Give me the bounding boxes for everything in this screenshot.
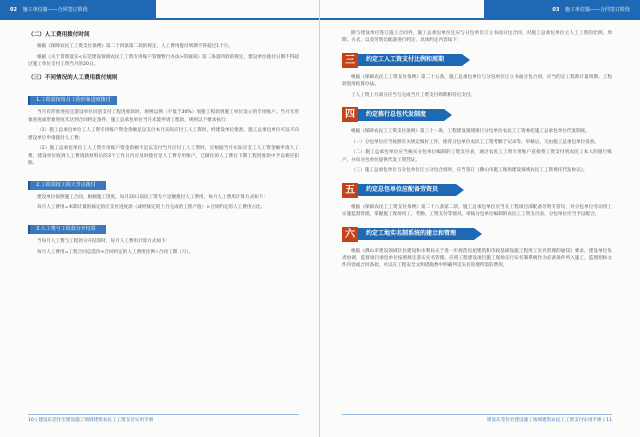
paragraph: 根据《保障农民工工资支付条例》第三十一条，工程建设领域推行分包单位农民工工资委托施工总承包单位代发制度。	[351, 129, 590, 135]
paragraph: 每月人工费用=本期计量的核定的应支付进度款（或经核定的上月完成的工程产值）×合同约定的人工费用占比。	[37, 205, 266, 211]
section-head-agency-payment	[342, 107, 612, 122]
paragraph: 根据《关于贯彻落实<东莞建设领域农民工工资专用账户管理暂行办法>的通知》第二条第四款的规定，建设单位拨付日期不得超过施工单位支付工资当月的20日。	[28, 54, 299, 67]
paragraph: 每月人工费用=工程合同总造价×合同约定的人工费用比例÷合同工期（月）。	[37, 249, 194, 255]
section-number: 六	[342, 227, 358, 242]
paragraph: 当月有形象进度且建设单位同意支付工程进度款时，规则以例（不低于30%）划拨工程款到施工单位设立的专用账户。当月无形象进度或形象进度未达到合同约定条件，施工总承包单位当月未能申请工程款，规则以下要求执行：	[28, 110, 299, 123]
subsection-label-monthly: 1.工程款按每月工程形象进度拨付	[28, 96, 117, 105]
right-header-rule	[320, 18, 640, 20]
section-label: 约定推行总包代发制度	[358, 109, 444, 121]
section-label: 约定工人工资支付比例和周期	[358, 54, 462, 66]
left-footer: 10 | 建设东莞住宅建设施工领域建筑农民工工资支付实用手册	[28, 418, 154, 423]
section-head-wage-ratio	[342, 53, 612, 68]
paragraph: 根据《保障农民工工资支付条例》第二十四条第二款的规定，人工费用拨付周期不得超过1个月。	[37, 44, 233, 49]
right-header	[484, 0, 640, 20]
intro-paragraph: 除与建设单位签订施工合同外，施工总承包单位还应与分包单位订立书面分包合同，对施工总承包单位主人工工资的比例、周期、方式，以及劳资员配备进行约定，具体约定内容如下：	[342, 31, 612, 44]
left-header	[0, 0, 156, 20]
left-header-rule	[0, 18, 320, 20]
section-number: 三	[342, 53, 358, 68]
paragraph: 根据《保障农民工工资支付条例》第二十五条，施工总承包单位与分包单位订立书面分包合同，应当约定工程款计量周期、工程款进度结算办法。	[342, 74, 612, 88]
left-page-number: 02	[10, 7, 17, 13]
section-title-payment-time: （二）人工费用拨付时间	[28, 32, 90, 38]
left-header-title: 施工单位篇——合同签订阶段	[22, 7, 88, 13]
right-page	[320, 0, 640, 437]
paragraph: 工人工资上月部分应当与完成当月工资支付周期相符后支付。	[351, 92, 476, 98]
section-label: 约定总包单位应配备劳资员	[358, 184, 456, 196]
subsection-label-milestone: 2.工程款按工程大节点拨付	[28, 181, 106, 190]
section-number: 四	[342, 107, 358, 122]
right-page-number: 03	[552, 7, 560, 13]
paragraph: 根据《保障农民工工资支付条例》第二十八条第二款，施工总承包单位应当在工程项目部配备劳资专管员，对分包单位劳动用工实施监督管理，掌握施工现场用工、考勤、工资支付等情况，审核分包单位编制的农民工工资支付表，分包单位应当予以配合。	[342, 204, 612, 218]
paragraph: （一）分包单位应当按照有关规定做好工作，推荐分包单位农民工工资考勤于记录等，审核后，交由施工总承包单位发放。	[351, 139, 600, 145]
paragraph: （二）施工总承包单位应当核实分包单位编制的工资支付表，通过农民工工资专用账户直接将工资支付到农民工本人的银行账户，并向分包单位提供代发工资凭证。	[342, 150, 612, 163]
paragraph: 当每月人工费与工程款分开结算时，每月人工费用计算方式如下：	[37, 239, 171, 244]
section-number: 五	[342, 183, 358, 198]
right-content	[342, 30, 612, 273]
right-footer: 建设东莞住宅建设施工领域建筑农民工工资支付实用手册 | 11	[486, 418, 612, 423]
right-footer-rule	[342, 414, 612, 415]
paragraph: （1）施工总承包单位工人工资专用账户资金余额足以支付本月实际应付工人工资时，经建设单位批准，施工总承包单位可以不向建设单位申请拨付人工费；	[28, 128, 299, 141]
paragraph: 根据《佛山市建设领域区住建设和水利局关于进一步规范房屋建筑和市政基础设施工程用工实名管理的通知》要求，建设单位负责协调，监督项目承包单位按照规定落实实名管理。应将工程建设项目施工现场实行实名制系统作为必备条件列入施工，监理招标文件内容或合同条款，可以在工程安全文明措施费中明确列支实名管理所需的费用。	[342, 248, 612, 269]
paragraph: （三）施工总承包单位与分包单位订立分包合同时，应当签订《佛山市施工现场建设领域农民工工资委托代发协议》。	[351, 168, 588, 174]
left-content	[28, 30, 299, 259]
section-title-payment-rules: （三）不同情况的人工费用拨付规则	[28, 75, 118, 82]
subsection-label-separate: 3.人工费与工程款分开结算	[28, 225, 106, 234]
left-footer-rule	[28, 414, 299, 415]
section-head-real-name-system	[342, 227, 612, 242]
section-label: 约定工地实名制系统的建立和管理	[358, 228, 474, 240]
paragraph: 建设单位按照施工合同，根据施工进度，每月20日前向工资专户足额拨付人工费用，每月人工费用计算方式如下：	[37, 194, 268, 200]
paragraph: （2）施工总承包单位工人工资专用账户资金余额不足以支付当月应付工人工资时，应根据当月实际应支工人工资金额申请人工费，建设单位收到人工费请款材料后的3个工作日内应及时拨付足人工费专用账户，已做住的人工费在下期工程进度款中予以相应扣除。	[28, 146, 299, 167]
section-head-labor-clerk	[342, 183, 612, 198]
right-header-title: 施工单位篇——合同签订阶段	[564, 7, 630, 13]
